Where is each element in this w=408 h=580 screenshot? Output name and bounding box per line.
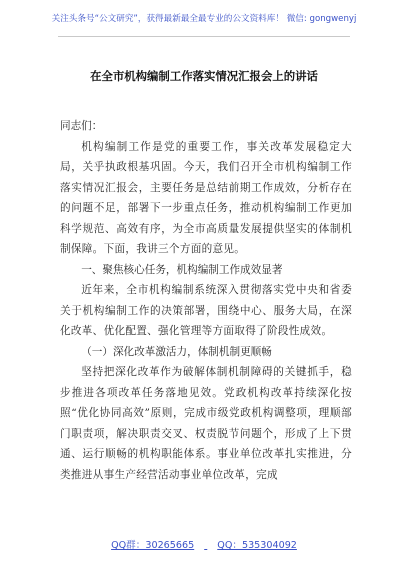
paragraph-subsection-1: 坚持把深化改革作为破解体制机制障碍的关键抓手，稳步推进各项改革任务落地见效。党政机构改革持续深化按照“优化协同高效”原则，完成市级党政机构调整项，理顺部门职责项，解决职责交叉、权责脱节问题个，形成了上下贯通、运行顺畅的机构职能体系。事业单位改革扎实推进，分类推进从事生产经营活动事业单位改革，完成 xyxy=(60,366,352,481)
header-divider xyxy=(58,36,350,37)
header-note: 关注头条号“公文研究”，获得最新最全最专业的公文资料库！ 微信: gongwenyj xyxy=(51,14,357,24)
footer-qq-group: QQ群：30265665 xyxy=(111,540,195,551)
subsection-heading-1: （一）深化改革激活力，体制机制更顺畅 xyxy=(81,345,272,358)
section-heading-1: 一、聚焦核心任务，机构编制工作成效显著 xyxy=(81,263,283,276)
footer-contact xyxy=(0,537,408,551)
document-body xyxy=(60,116,352,485)
paragraph-intro: 机构编制工作是党的重要工作，事关改革发展稳定大局，关乎执政根基巩固。今天，我们召开全市机构编制工作落实情况汇报会，主要任务是总结前期工作成效，分析存在的问题不足，部署下一步重点任务，推动机构编制工作更加科学规范、高效有序，为全市高质量发展提供坚实的体制机制保障。下面，我讲三个方面的意见。 xyxy=(60,140,352,255)
greeting: 同志们： xyxy=(60,120,103,132)
document-title: 在全市机构编制工作落实情况汇报会上的讲话 xyxy=(90,69,318,83)
footer-qq: QQ：535304092 xyxy=(217,540,297,551)
paragraph-section-1: 近年来，全市机构编制系统深入贯彻落实党中央和省委关于机构编制工作的决策部署，围绕中心、服务大局，在深化改革、优化配置、强化管理等方面取得了阶段性成效。 xyxy=(60,284,352,337)
